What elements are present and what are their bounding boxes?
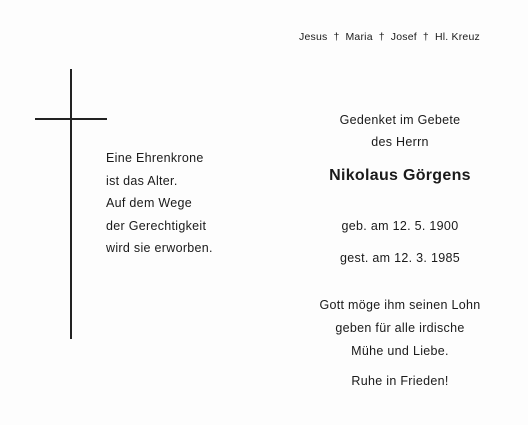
header-item-kreuz: Hl. Kreuz xyxy=(434,31,480,43)
deceased-name: Nikolaus Görgens xyxy=(329,167,471,184)
intro-line-1: Gedenket im Gebete xyxy=(339,113,461,127)
death-date: gest. am 12. 3. 1985 xyxy=(340,251,460,265)
verse-line-5: wird sie erworben. xyxy=(106,241,213,255)
farewell-text: Ruhe in Frieden! xyxy=(351,374,449,388)
intro-line-2: des Herrn xyxy=(371,135,429,149)
closing-line-3: Mühe und Liebe. xyxy=(351,344,449,358)
closing-line-1: Gott möge ihm seinen Lohn xyxy=(319,298,481,312)
verse-line-3: Auf dem Wege xyxy=(106,196,193,210)
header-separator-3: † xyxy=(422,31,429,43)
cross-horizontal-bar xyxy=(35,118,107,120)
header-item-josef: Josef xyxy=(390,31,417,43)
cross-vertical-bar xyxy=(70,69,72,339)
closing-line-2: geben für alle irdische xyxy=(335,321,465,335)
verse-line-2: ist das Alter. xyxy=(106,173,178,188)
header-separator-1: † xyxy=(333,31,340,43)
header-invocation xyxy=(299,31,509,43)
verse-block xyxy=(106,147,213,260)
header-item-maria: Maria xyxy=(345,31,373,43)
header-separator-2: † xyxy=(378,31,385,43)
header-item-jesus: Jesus xyxy=(299,31,328,43)
verse-line-1: Eine Ehrenkrone xyxy=(106,151,204,165)
birth-date: geb. am 12. 5. 1900 xyxy=(341,219,459,233)
verse-line-4: der Gerechtigkeit xyxy=(106,218,207,233)
